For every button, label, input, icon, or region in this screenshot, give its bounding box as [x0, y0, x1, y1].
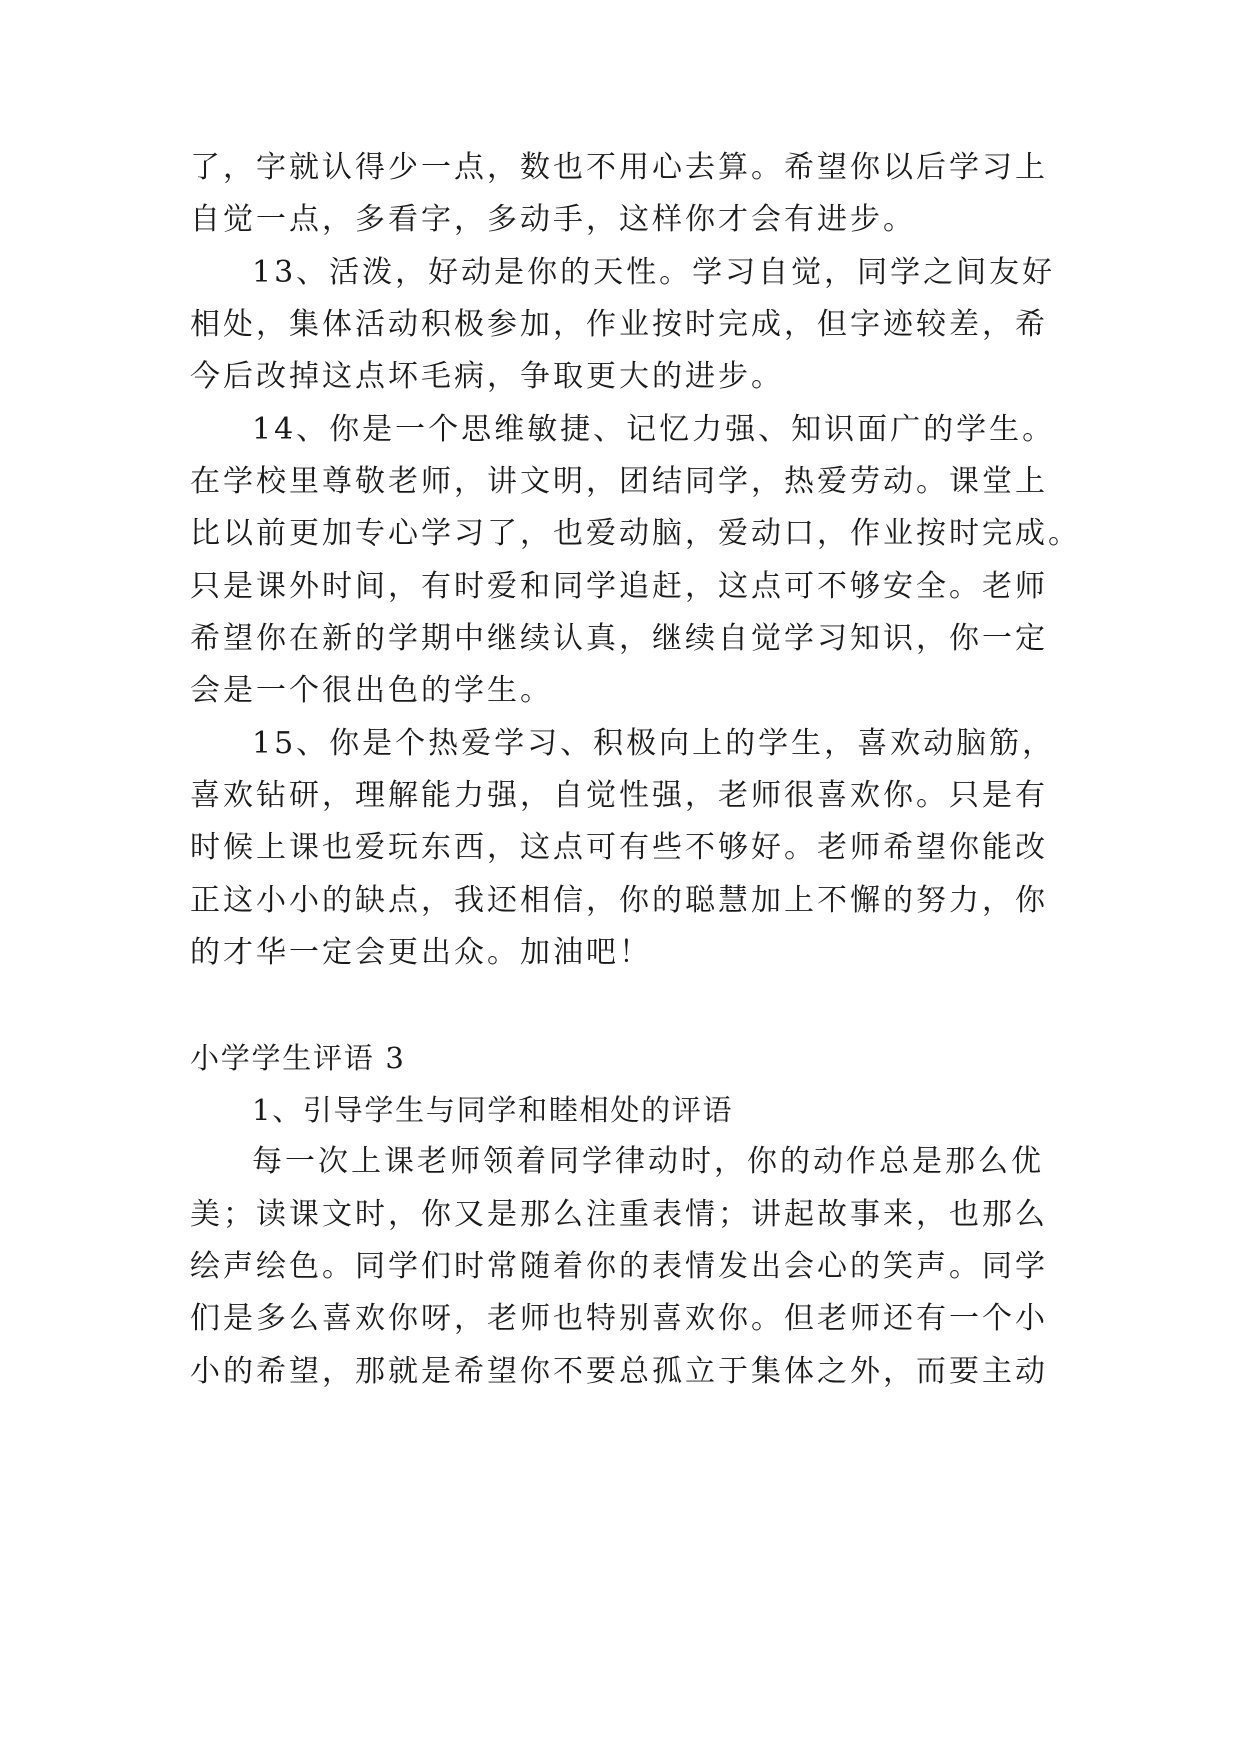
text-line: 的才华一定会更出众。加油吧！: [190, 935, 652, 970]
paragraph-first-line: 每一次上课老师领着同学律动时，你的动作总是那么优: [252, 1144, 1044, 1179]
subheading: 1、引导学生与同学和睦相处的评语: [252, 1093, 734, 1127]
text-line: 相处，集体活动积极参加，作业按时完成，但字迹较差，希: [190, 307, 1048, 342]
item-13-first-line: 13、活泼，好动是你的天性。学习自觉，同学之间友好: [252, 255, 1056, 290]
text-line: 绘声绘色。同学们时常随着你的表情发出会心的笑声。同学: [190, 1249, 1048, 1284]
text-line: 了，字就认得少一点，数也不用心去算。希望你以后学习上: [190, 150, 1048, 185]
text-line: 在学校里尊敬老师，讲文明，团结同学，热爱劳动。课堂上: [190, 464, 1048, 499]
text-line: 比以前更加专心学习了，也爱动脑，爱动口，作业按时完成。: [190, 516, 1081, 551]
text-line: 小的希望，那就是希望你不要总孤立于集体之外，而要主动: [190, 1354, 1048, 1389]
text-line: 时候上课也爱玩东西，这点可有些不够好。老师希望你能改: [190, 830, 1048, 865]
text-line: 们是多么喜欢你呀，老师也特别喜欢你。但老师还有一个小: [190, 1301, 1048, 1336]
text-line: 只是课外时间，有时爱和同学追赶，这点可不够安全。老师: [190, 569, 1048, 604]
text-line: 会是一个很出色的学生。: [190, 673, 553, 708]
text-line: 今后改掉这点坏毛病，争取更大的进步。: [190, 359, 784, 394]
item-14-first-line: 14、你是一个思维敏捷、记忆力强、知识面广的学生。: [252, 412, 1056, 447]
item-15-first-line: 15、你是个热爱学习、积极向上的学生，喜欢动脑筋，: [252, 726, 1056, 761]
text-line: 希望你在新的学期中继续认真，继续自觉学习知识，你一定: [190, 621, 1048, 656]
section-title: 小学学生评语 3: [190, 1041, 406, 1075]
text-line: 喜欢钻研，理解能力强，自觉性强，老师很喜欢你。只是有: [190, 778, 1048, 813]
text-line: 正这小小的缺点，我还相信，你的聪慧加上不懈的努力，你: [190, 883, 1048, 918]
text-line: 自觉一点，多看字，多动手，这样你才会有进步。: [190, 202, 916, 237]
text-line: 美；读课文时，你又是那么注重表情；讲起故事来，也那么: [190, 1197, 1048, 1232]
